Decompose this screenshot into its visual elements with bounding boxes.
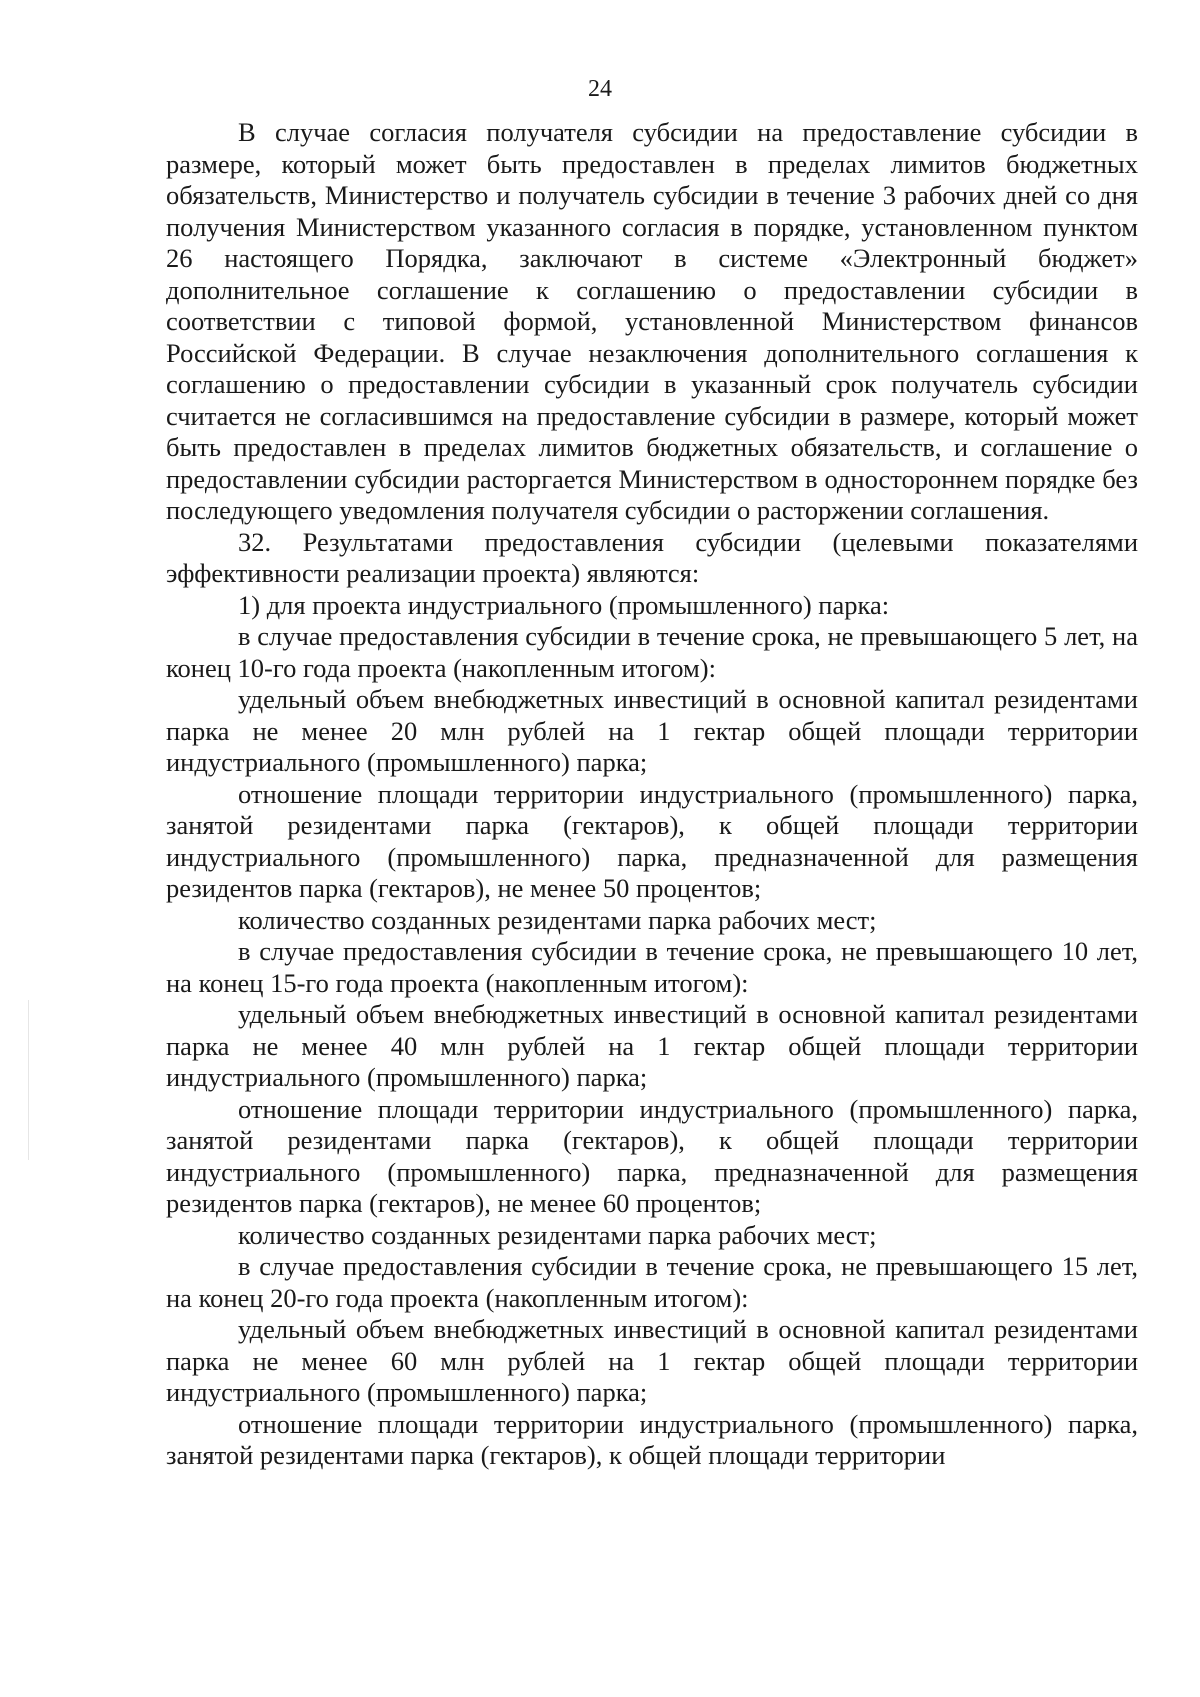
paragraph-area-ratio-60: отношение площади территории индустриального (промышленного) парка, занятой резидентами парка (гектаров), к общей площади территории индустриального (промышленного) парка, предназначенной для размещения резидентов парка (гектаров), не менее 60 процентов; <box>166 1093 1138 1218</box>
paragraph-area-ratio-50: отношение площади территории индустриального (промышленного) парка, занятой резидентами парка (гектаров), к общей площади территории индустриального (промышленного) парка, предназначенной для размещения резидентов парка (гектаров), не менее 50 процентов; <box>166 778 1138 903</box>
document-body <box>166 117 1138 1472</box>
paragraph-term-10-years: в случае предоставления субсидии в течение срока, не превышающего 10 лет, на конец 15-го года проекта (накопленным итогом): <box>166 936 1138 998</box>
paragraph-consent: В случае согласия получателя субсидии на предоставление субсидии в размере, который может быть предоставлен в пределах лимитов бюджетных обязательств, Министерство и получатель субсидии в течение 3 рабочих дней со дня получения Министерством указанного согласия в порядке, установленном пунктом 26 настоящего Порядка, заключают в системе «Электронный бюджет» дополнительное соглашение к соглашению о предоставлении субсидии в соответствии с типовой формой, установленной Министерством финансов Российской Федерации. В случае незаключения дополнительного соглашения к соглашению о предоставлении субсидии в указанный срок получатель субсидии считается не согласившимся на предоставление субсидии в размере, который может быть предоставлен в пределах лимитов бюджетных обязательств, и соглашение о предоставлении субсидии расторгается Министерством в одностороннем порядке без последующего уведомления получателя субсидии о расторжении соглашения. <box>166 117 1138 525</box>
paragraph-jobs-1: количество созданных резидентами парка рабочих мест; <box>238 904 877 935</box>
paragraph-investment-60mln: удельный объем внебюджетных инвестиций в основной капитал резидентами парка не менее 60 млн рублей на 1 гектар общей площади территории индустриального (промышленного) парка; <box>166 1314 1138 1407</box>
paragraph-subitem-1: 1) для проекта индустриального (промышленного) парка: <box>238 589 890 620</box>
paragraph-jobs-2: количество созданных резидентами парка рабочих мест; <box>238 1219 877 1250</box>
paragraph-area-ratio-continued: отношение площади территории индустриального (промышленного) парка, занятой резидентами парка (гектаров), к общей площади территории <box>166 1408 1138 1470</box>
paragraph-term-5-years: в случае предоставления субсидии в течение срока, не превышающего 5 лет, на конец 10-го года проекта (накопленным итогом): <box>166 621 1138 683</box>
paragraph-item-32: 32. Результатами предоставления субсидии (целевыми показателями эффективности реализации проекта) являются: <box>166 526 1138 588</box>
paragraph-investment-40mln: удельный объем внебюджетных инвестиций в основной капитал резидентами парка не менее 40 млн рублей на 1 гектар общей площади территории индустриального (промышленного) парка; <box>166 999 1138 1092</box>
page-number: 24 <box>588 76 612 102</box>
scan-artifact <box>28 1000 29 1160</box>
paragraph-investment-20mln: удельный объем внебюджетных инвестиций в основной капитал резидентами парка не менее 20 млн рублей на 1 гектар общей площади территории индустриального (промышленного) парка; <box>166 684 1138 777</box>
paragraph-term-15-years: в случае предоставления субсидии в течение срока, не превышающего 15 лет, на конец 20-го года проекта (накопленным итогом): <box>166 1251 1138 1313</box>
